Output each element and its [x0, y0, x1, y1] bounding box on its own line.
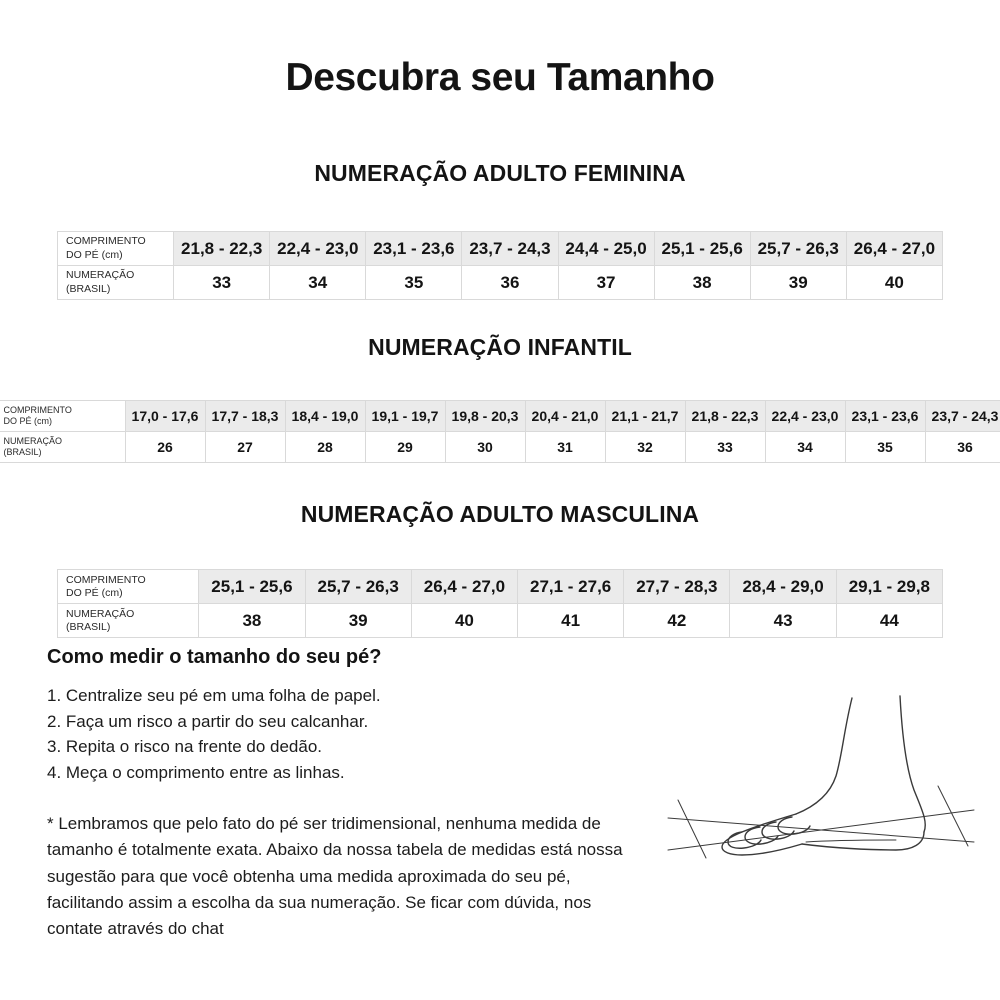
cell-size: 38 [654, 266, 750, 300]
table-wrap-infantil [0, 380, 1000, 463]
howto-title: Como medir o tamanho do seu pé? [47, 646, 382, 668]
cell-size: 43 [730, 604, 836, 638]
row-label-size [58, 604, 199, 638]
size-table-infantil [0, 400, 1000, 463]
cell-length: 26,4 - 27,0 [411, 570, 517, 604]
cell-length: 20,4 - 21,0 [525, 401, 605, 432]
row-label-line2: (BRASIL) [3, 447, 42, 458]
cell-size: 41 [518, 604, 624, 638]
cell-size: 44 [836, 604, 942, 638]
cell-length: 23,7 - 24,3 [462, 232, 558, 266]
cell-length: 19,1 - 19,7 [365, 401, 445, 432]
cell-size: 35 [845, 432, 925, 463]
row-label-line1: NUMERAÇÃO [66, 607, 135, 620]
cell-length: 21,1 - 21,7 [605, 401, 685, 432]
section-title-infantil: NUMERAÇÃO INFANTIL [368, 334, 632, 361]
table-row [58, 604, 943, 638]
cell-size: 37 [558, 266, 654, 300]
cell-size: 36 [925, 432, 1000, 463]
howto-section [47, 646, 687, 960]
section-title-feminina: NUMERAÇÃO ADULTO FEMININA [314, 160, 686, 186]
cell-length: 27,1 - 27,6 [518, 570, 624, 604]
cell-length: 26,4 - 27,0 [846, 232, 942, 266]
section-title-masculina: NUMERAÇÃO ADULTO MASCULINA [300, 501, 700, 528]
cell-size: 40 [846, 266, 942, 300]
table-row [58, 570, 943, 604]
cell-size: 33 [174, 266, 270, 300]
size-table-masculina [57, 569, 943, 638]
howto-note: * Lembramos que pelo fato do pé ser tridimensional, nenhuma medida de tamanho é totalmente exata. Abaixo da nossa tabela de medidas está nossa sugestão para que você obtenha uma medida aproximada do seu pé, facilitando assim a escolha da sua numeração. Se ficar com dúvida, nos contate através do chat [47, 814, 623, 939]
cell-size: 42 [624, 604, 730, 638]
cell-length: 24,4 - 25,0 [558, 232, 654, 266]
cell-size: 33 [685, 432, 765, 463]
cell-size: 34 [270, 266, 366, 300]
row-label-line2: (BRASIL) [66, 620, 111, 633]
row-label-line2: DO PÉ (cm) [66, 586, 123, 599]
row-label-length [58, 570, 199, 604]
cell-length: 23,1 - 23,6 [366, 232, 462, 266]
foot-measure-illustration [656, 690, 986, 890]
list-item: 1. Centralize seu pé em uma folha de papel. [47, 686, 381, 705]
cell-size: 39 [305, 604, 411, 638]
list-item: 3. Repita o risco na frente do dedão. [47, 737, 323, 756]
cell-size: 26 [125, 432, 205, 463]
row-label-line1: NUMERAÇÃO [66, 269, 135, 282]
cell-length: 19,8 - 20,3 [445, 401, 525, 432]
cell-length: 25,7 - 26,3 [750, 232, 846, 266]
list-item: 2. Faça um risco a partir do seu calcanhar. [47, 711, 369, 731]
cell-length: 21,8 - 22,3 [174, 232, 270, 266]
cell-size: 39 [750, 266, 846, 300]
table-row [58, 232, 943, 266]
size-table-feminina [57, 231, 943, 300]
cell-length: 22,4 - 23,0 [270, 232, 366, 266]
row-label-line1: COMPRIMENTO [66, 235, 146, 248]
cell-length: 22,4 - 23,0 [765, 401, 845, 432]
row-label-line2: (BRASIL) [66, 282, 111, 295]
cell-size: 31 [525, 432, 605, 463]
row-label-line2: DO PÉ (cm) [3, 416, 52, 427]
row-label-line1: NUMERAÇÃO [3, 435, 63, 446]
cell-length: 18,4 - 19,0 [285, 401, 365, 432]
row-label-size [58, 266, 174, 300]
cell-size: 40 [411, 604, 517, 638]
cell-size: 35 [366, 266, 462, 300]
cell-length: 25,1 - 25,6 [654, 232, 750, 266]
list-item: 4. Meça o comprimento entre as linhas. [47, 762, 345, 782]
cell-length: 27,7 - 28,3 [624, 570, 730, 604]
cell-length: 28,4 - 29,0 [730, 570, 836, 604]
row-label-line1: COMPRIMENTO [3, 404, 72, 415]
table-row [0, 432, 1000, 463]
row-label-line1: COMPRIMENTO [66, 573, 146, 586]
row-label-line2: DO PÉ (cm) [66, 248, 123, 261]
cell-length: 21,8 - 22,3 [685, 401, 765, 432]
row-label-size [0, 432, 125, 463]
cell-length: 17,0 - 17,6 [125, 401, 205, 432]
row-label-length [58, 232, 174, 266]
cell-size: 29 [365, 432, 445, 463]
cell-length: 25,1 - 25,6 [199, 570, 305, 604]
cell-size: 38 [199, 604, 305, 638]
table-row [0, 401, 1000, 432]
cell-length: 17,7 - 18,3 [205, 401, 285, 432]
page-title: Descubra seu Tamanho [285, 56, 715, 99]
cell-size: 30 [445, 432, 525, 463]
cell-size: 34 [765, 432, 845, 463]
table-wrap-masculina [0, 547, 1000, 638]
cell-length: 29,1 - 29,8 [836, 570, 942, 604]
table-row [58, 266, 943, 300]
cell-length: 23,7 - 24,3 [925, 401, 1000, 432]
cell-size: 27 [205, 432, 285, 463]
cell-size: 28 [285, 432, 365, 463]
cell-length: 25,7 - 26,3 [305, 570, 411, 604]
row-label-length [0, 401, 125, 432]
table-wrap-feminina [0, 206, 1000, 300]
cell-length: 23,1 - 23,6 [845, 401, 925, 432]
cell-size: 36 [462, 266, 558, 300]
cell-size: 32 [605, 432, 685, 463]
howto-steps [47, 683, 687, 785]
